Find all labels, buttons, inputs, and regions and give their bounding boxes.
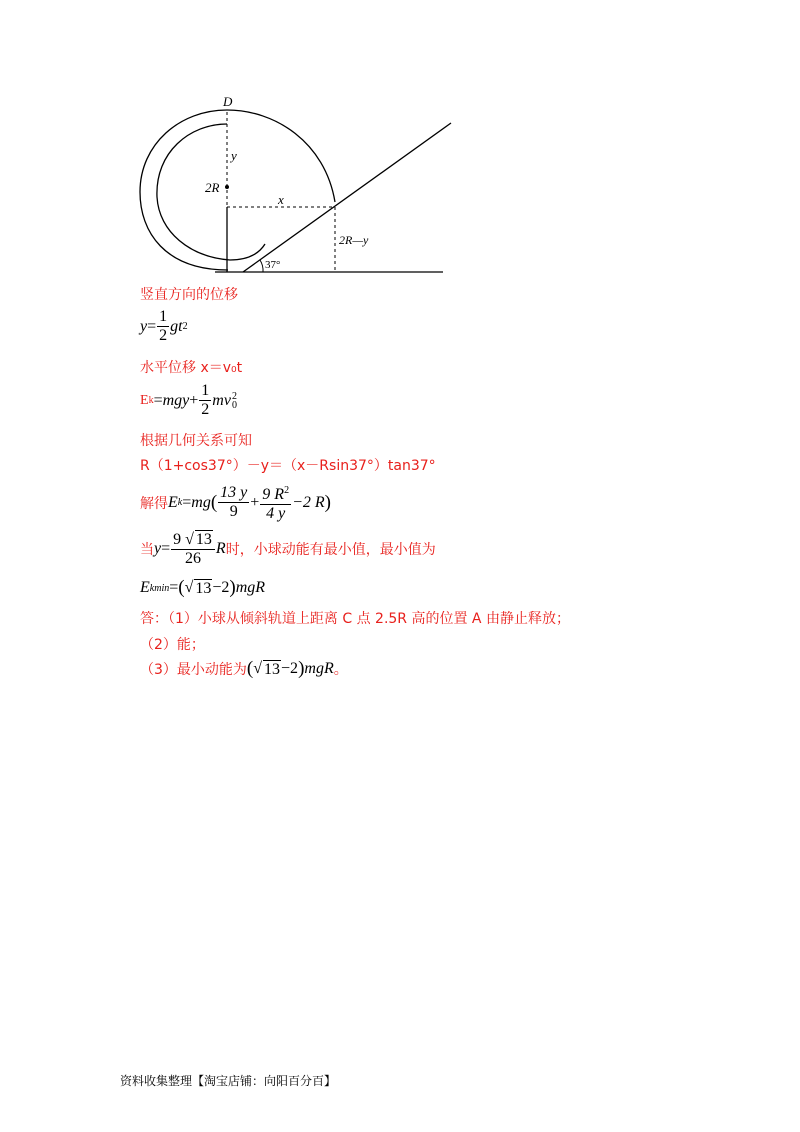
answer-part-3: （3）最小动能为 ( √ 13 −2 ) mgR 。 [140,658,348,679]
label-D: D [223,94,233,109]
f2-lhs: E [140,392,149,408]
f3-fraction-1: $\frac{13 y}{9}$ [220,484,248,520]
formula-vertical-displacement: y = $\frac{1}{2}$ gt 2 [140,308,188,344]
f3-fraction-2: $\frac{9 R^2}{4 y}$ [260,482,291,523]
horizontal-displacement-label: 水平位移 x＝v₀t [140,360,243,376]
vertical-displacement-label: 竖直方向的位移 [140,287,238,303]
geometry-equation: R（1+cos37°）－y＝（x－Rsin37°）tan37° [140,458,436,474]
answer-part-1: 答：（1）小球从倾斜轨道上距离 C 点 2.5R 高的位置 A 由静止释放； [140,611,570,627]
formula-kinetic-energy: E k = mgy + $\frac{1}{2}$ mv 2 0 [140,382,237,418]
formula-minimum-energy: E kmin = ( √ 13 −2 ) mgR [140,577,266,598]
track-diagram [135,92,455,277]
angle-arc [260,260,263,272]
formula-solved-energy: 解得 E k = mg ( $\frac{13 y}{9}$ + $\frac{9 R^2}{4 y}$ −2 R ) [140,484,331,522]
incline-line [243,123,451,272]
center-dot [225,185,229,189]
label-2R: 2R [205,180,220,195]
label-2R-minus-y: 2R—y [339,233,369,247]
footer-source: 资料收集整理【淘宝店铺：向阳百分百】 [120,1074,337,1088]
label-angle: 37° [265,259,281,271]
answer-part-2: （2）能； [140,637,205,653]
geometry-relation-label: 根据几何关系可知 [140,433,252,449]
f1-fraction: $\frac{1}{2}$ [159,308,168,344]
formula-minimum-condition: 当 y = $\frac{9 √ 13}{26}$ R 时，小球动能有最小值，最小值为 [140,531,436,567]
f4-fraction: $\frac{9 √ 13}{26}$ [171,530,215,568]
f2-fraction: $\frac{1}{2}$ [201,382,210,418]
outer-loop-curve [140,110,335,270]
f1-lhs: y [140,317,148,335]
label-x: x [278,192,284,207]
f1-rhs: gt [170,317,183,335]
label-y: y [231,148,237,163]
